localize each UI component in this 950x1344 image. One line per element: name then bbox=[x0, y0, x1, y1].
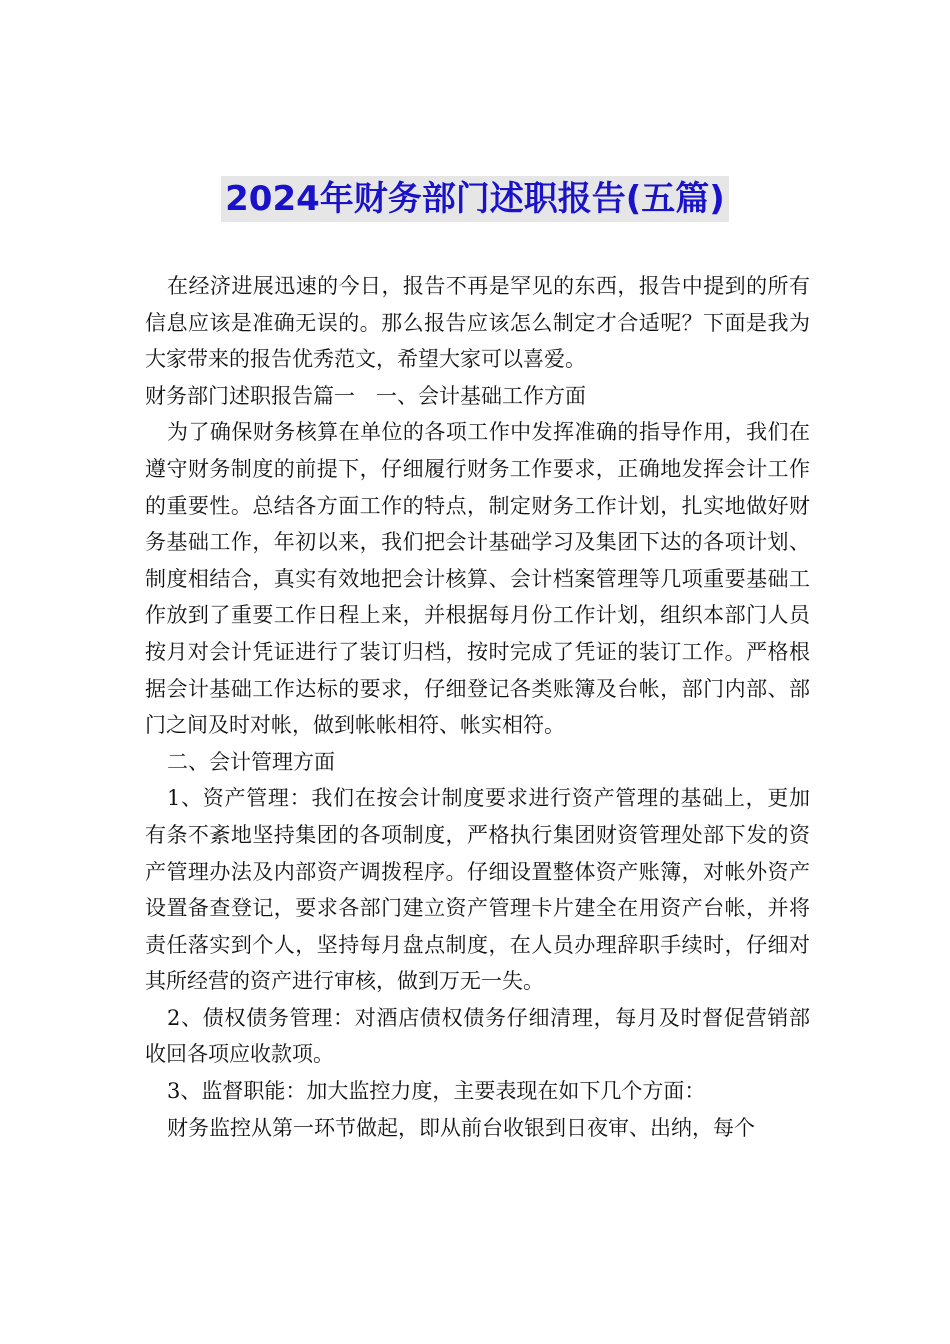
intro-paragraph: 在经济进展迅速的今日，报告不再是罕见的东西，报告中提到的所有信息应该是准确无误的。那么报告应该怎么制定才合适呢？下面是我为大家带来的报告优秀范文，希望大家可以喜爱。 bbox=[145, 274, 810, 372]
section-heading-2: 二、会计管理方面 bbox=[167, 749, 335, 774]
section-heading-1: 财务部门述职报告篇一 一、会计基础工作方面 bbox=[145, 383, 586, 408]
document-title: 2024年财务部门述职报告(五篇) bbox=[221, 176, 729, 222]
document-body bbox=[145, 268, 810, 1146]
body-paragraph: 2、债权债务管理：对酒店债权债务仔细清理，每月及时督促营销部收回各项应收款项。 bbox=[145, 1005, 810, 1067]
body-paragraph: 财务监控从第一环节做起，即从前台收银到日夜审、出纳，每个 bbox=[167, 1115, 755, 1140]
body-paragraph: 3、监督职能：加大监控力度，主要表现在如下几个方面： bbox=[167, 1079, 706, 1104]
body-paragraph: 1、资产管理：我们在按会计制度要求进行资产管理的基础上，更加有条不紊地坚持集团的各项制度，严格执行集团财资管理处部下发的资产管理办法及内部资产调拨程序。仔细设置整体资产账簿，对帐外资产设置备查登记，要求各部门建立资产管理卡片建全在用资产台帐，并将责任落实到个人，坚持每月盘点制度，在人员办理辞职手续时，仔细对其所经营的资产进行审核，做到万无一失。 bbox=[145, 786, 810, 994]
body-paragraph: 为了确保财务核算在单位的各项工作中发挥准确的指导作用，我们在遵守财务制度的前提下，仔细履行财务工作要求，正确地发挥会计工作的重要性。总结各方面工作的特点，制定财务工作计划，扎实地做好财务基础工作，年初以来，我们把会计基础学习及集团下达的各项计划、制度相结合，真实有效地把会计核算、会计档案管理等几项重要基础工作放到了重要工作日程上来，并根据每月份工作计划，组织本部门人员按月对会计凭证进行了装订归档，按时完成了凭证的装订工作。严格根据会计基础工作达标的要求，仔细登记各类账簿及台帐，部门内部、部门之间及时对帐，做到帐帐相符、帐实相符。 bbox=[145, 420, 810, 738]
title-container bbox=[0, 176, 950, 222]
